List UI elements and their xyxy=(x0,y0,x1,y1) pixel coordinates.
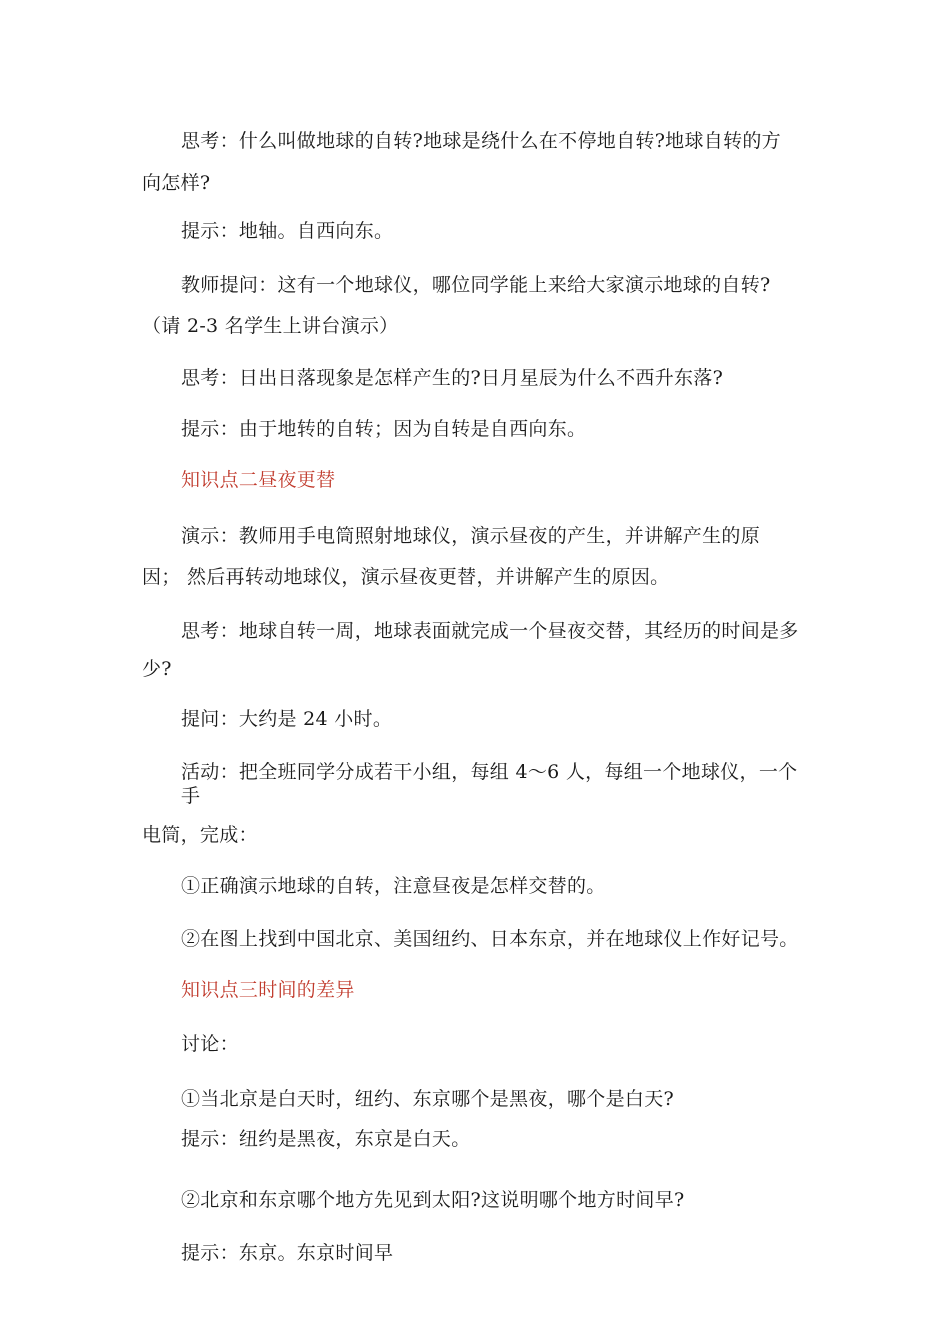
section-heading-day-night: 知识点二昼夜更替 xyxy=(181,469,336,491)
discussion-question-2: ②北京和东京哪个地方先见到太阳?这说明哪个地方时间早? xyxy=(181,1189,685,1211)
demo-line-1: 演示：教师用手电筒照射地球仪，演示昼夜的产生，并讲解产生的原 xyxy=(181,525,761,547)
activity-line-3: 电筒，完成： xyxy=(142,824,258,846)
think-question-1-line-1: 思考：什么叫做地球的自转?地球是绕什么在不停地自转?地球自转的方 xyxy=(181,130,781,152)
section-heading-time-difference: 知识点三时间的差异 xyxy=(181,979,355,1001)
think-question-3-line-1: 思考：地球自转一周，地球表面就完成一个昼夜交替，其经历的时间是多 xyxy=(181,620,799,642)
activity-line-2: 手 xyxy=(181,785,201,807)
teacher-question-line-2: （请 2-3 名学生上讲台演示） xyxy=(142,315,399,337)
answer-24-hours: 提问：大约是 24 小时。 xyxy=(181,708,393,730)
discussion-label: 讨论： xyxy=(181,1033,239,1055)
activity-line-1: 活动：把全班同学分成若干小组，每组 4～6 人，每组一个地球仪，一个 xyxy=(181,761,798,783)
discussion-question-1: ①当北京是白天时，纽约、东京哪个是黑夜，哪个是白天? xyxy=(181,1088,674,1110)
hint-2: 提示：由于地转的自转；因为自转是自西向东。 xyxy=(181,418,587,440)
teacher-question-line-1: 教师提问：这有一个地球仪，哪位同学能上来给大家演示地球的自转? xyxy=(181,274,771,296)
activity-item-2: ②在图上找到中国北京、美国纽约、日本东京，并在地球仪上作好记号。 xyxy=(181,928,799,950)
discussion-hint-1: 提示：纽约是黑夜，东京是白天。 xyxy=(181,1128,471,1150)
discussion-hint-2: 提示：东京。东京时间早 xyxy=(181,1242,394,1264)
activity-item-1: ①正确演示地球的自转，注意昼夜是怎样交替的。 xyxy=(181,875,606,897)
think-question-2: 思考：日出日落现象是怎样产生的?日月星辰为什么不西升东落? xyxy=(181,367,724,389)
think-question-3-line-2: 少? xyxy=(142,658,172,680)
demo-line-2: 因； 然后再转动地球仪，演示昼夜更替，并讲解产生的原因。 xyxy=(142,566,670,588)
hint-1: 提示：地轴。自西向东。 xyxy=(181,220,394,242)
think-question-1-line-2: 向怎样? xyxy=(142,172,211,194)
